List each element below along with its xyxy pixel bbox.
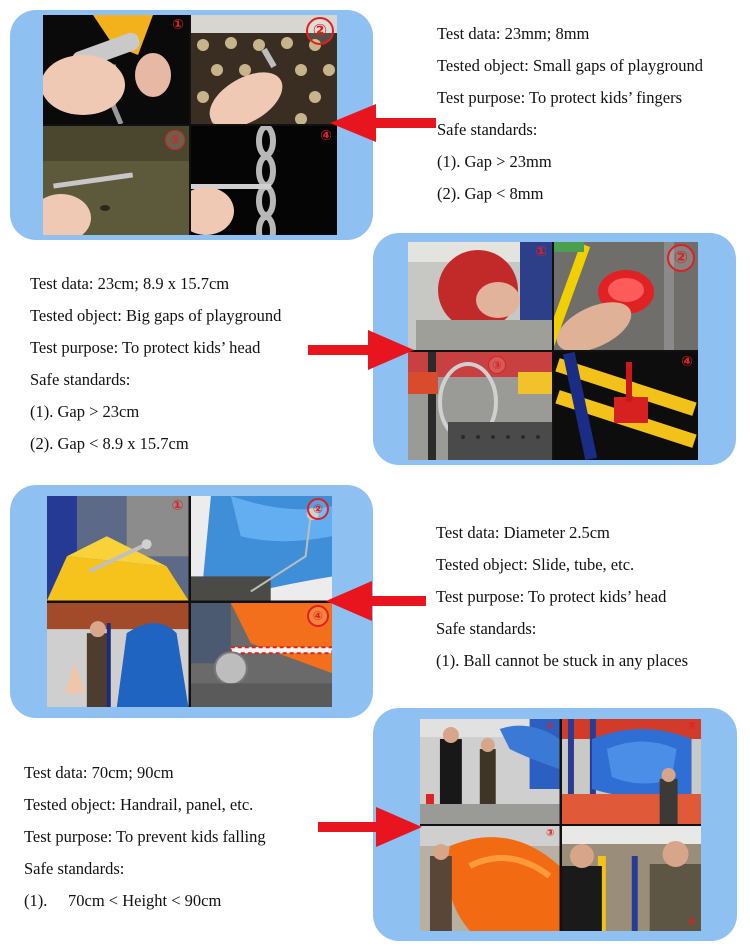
photo-4-4 [562, 826, 702, 931]
photo-2-3 [408, 352, 552, 460]
tested-object-line: Tested object: Handrail, panel, etc. [24, 795, 254, 814]
standard-line: (1). 70cm < Height < 90cm [24, 891, 222, 910]
test-purpose-line: Test purpose: To protect kids’ head [30, 338, 261, 357]
standard-line: (2). Gap < 8.9 x 15.7cm [30, 434, 189, 453]
section-4-text [24, 757, 266, 917]
arrow-left [330, 104, 436, 144]
arrow-right [318, 807, 422, 847]
photo-3-3 [47, 603, 189, 708]
photo-4-1 [420, 719, 560, 824]
photo-number: ② [307, 498, 329, 520]
photo-number: ④ [687, 917, 696, 928]
arrow-right [308, 330, 414, 370]
safe-standards-heading: Safe standards: [30, 370, 131, 389]
section-1-text [437, 18, 703, 210]
photo-number: ④ [320, 128, 332, 144]
photo-1-3 [43, 126, 189, 235]
photo-number: ① [172, 17, 184, 33]
tested-object-line: Tested object: Small gaps of playground [437, 56, 703, 75]
safe-standards-heading: Safe standards: [24, 859, 125, 878]
section-2-text [30, 268, 281, 460]
section-2-photo-grid [408, 242, 698, 460]
section-1-photo-grid [43, 15, 337, 235]
test-data-line: Test data: 23mm; 8mm [437, 24, 590, 43]
photo-number: ② [306, 17, 334, 45]
section-3-photo-grid [47, 496, 332, 707]
photo-number: ③ [488, 356, 506, 374]
photo-1-4 [191, 126, 337, 235]
safe-standards-heading: Safe standards: [437, 120, 538, 139]
standard-line: (1). Gap > 23mm [437, 152, 552, 171]
test-data-line: Test data: 70cm; 90cm [24, 763, 174, 782]
test-purpose-line: Test purpose: To prevent kids falling [24, 827, 266, 846]
section-3-text [436, 517, 688, 677]
tested-object-line: Tested object: Slide, tube, etc. [436, 555, 635, 574]
standard-line: (2). Gap < 8mm [437, 184, 544, 203]
photo-4-2 [562, 719, 702, 824]
photo-2-2 [554, 242, 698, 350]
safe-standards-heading: Safe standards: [436, 619, 537, 638]
photo-2-1 [408, 242, 552, 350]
test-data-line: Test data: 23cm; 8.9 x 15.7cm [30, 274, 230, 293]
tested-object-line: Tested object: Big gaps of playground [30, 306, 282, 325]
photo-2-4 [554, 352, 698, 460]
section-4-photo-grid [420, 719, 701, 931]
photo-number: ③ [165, 130, 185, 150]
photo-3-2 [191, 496, 333, 601]
test-purpose-line: Test purpose: To protect kids’ head [436, 587, 667, 606]
photo-4-3 [420, 826, 560, 931]
photo-number: ④ [681, 354, 693, 370]
photo-number: ② [687, 721, 696, 732]
standard-line: (1). Ball cannot be stuck in any places [436, 651, 689, 670]
photo-number: ① [171, 498, 184, 514]
photo-1-1 [43, 15, 189, 124]
photo-number: ④ [307, 605, 329, 627]
test-data-line: Test data: Diameter 2.5cm [436, 523, 610, 542]
arrow-left [326, 581, 426, 621]
standard-line: (1). Gap > 23cm [30, 402, 140, 421]
photo-3-4 [191, 603, 333, 708]
photo-number: ② [667, 244, 695, 272]
photo-1-2 [191, 15, 337, 124]
photo-number: ③ [546, 828, 555, 839]
photo-number: ① [535, 244, 547, 260]
test-purpose-line: Test purpose: To protect kids’ fingers [437, 88, 682, 107]
photo-3-1 [47, 496, 189, 601]
photo-number: ① [546, 721, 555, 732]
